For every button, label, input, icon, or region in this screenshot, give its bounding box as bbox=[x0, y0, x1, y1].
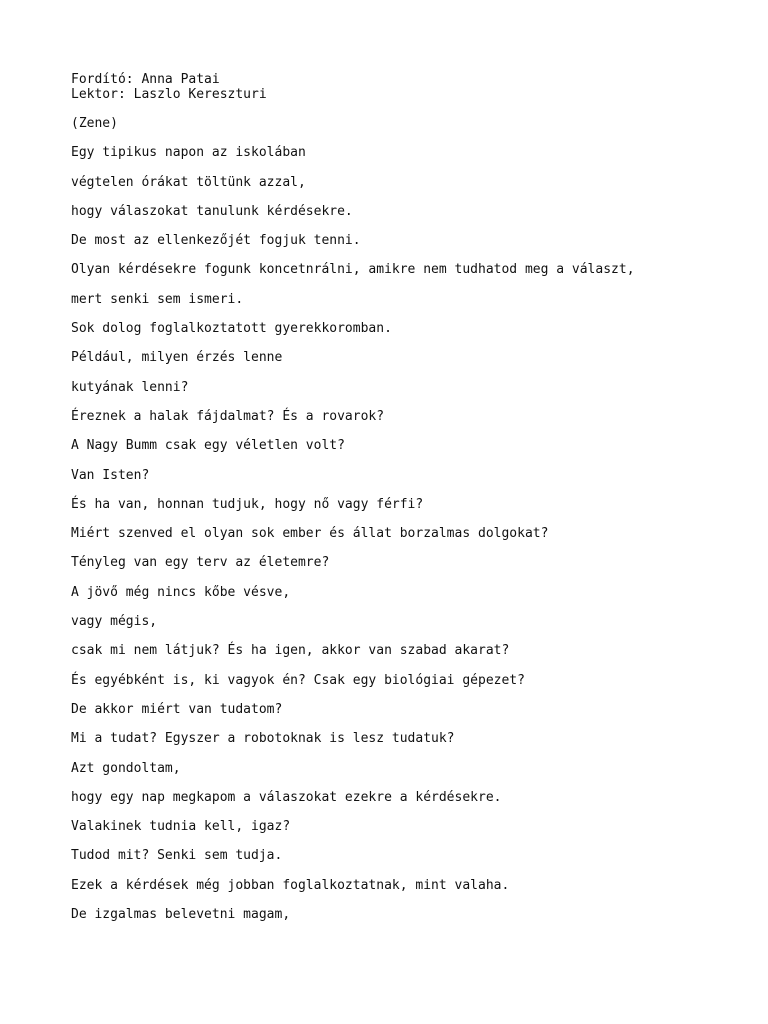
transcript-line: kutyának lenni? bbox=[71, 379, 189, 395]
transcript-line: hogy egy nap megkapom a válaszokat ezekre a kérdésekre. bbox=[71, 789, 502, 805]
transcript-line: Miért szenved el olyan sok ember és állat borzalmas dolgokat? bbox=[71, 526, 549, 542]
transcript-line: Egy tipikus napon az iskolában bbox=[71, 145, 306, 161]
transcript-line: A jövő még nincs kőbe vésve, bbox=[71, 584, 291, 600]
transcript-line: Éreznek a halak fájdalmat? És a rovarok? bbox=[71, 408, 385, 424]
transcript-line: Tudod mit? Senki sem tudja. bbox=[71, 848, 283, 864]
transcript-line: Mi a tudat? Egyszer a robotoknak is lesz tudatuk? bbox=[71, 731, 455, 747]
credits-block bbox=[71, 72, 751, 102]
transcript-line: Olyan kérdésekre fogunk koncetnrálni, amikre nem tudhatod meg a választ, bbox=[71, 262, 635, 278]
transcript-line: végtelen órákat töltünk azzal, bbox=[71, 174, 306, 190]
transcript-line: Sok dolog foglalkoztatott gyerekkoromban. bbox=[71, 321, 392, 337]
transcript-line: És ha van, honnan tudjuk, hogy nő vagy férfi? bbox=[71, 496, 424, 512]
transcript-line: Van Isten? bbox=[71, 467, 150, 483]
transcript-line: vagy mégis, bbox=[71, 614, 158, 630]
transcript-page bbox=[71, 72, 751, 936]
transcript-line: Például, milyen érzés lenne bbox=[71, 350, 283, 366]
transcript-line: mert senki sem ismeri. bbox=[71, 291, 244, 307]
transcript-line: A Nagy Bumm csak egy véletlen volt? bbox=[71, 438, 345, 454]
transcript-line: hogy válaszokat tanulunk kérdésekre. bbox=[71, 203, 353, 219]
transcript-line: De most az ellenkezőjét fogjuk tenni. bbox=[71, 233, 361, 249]
transcript-line: Ezek a kérdések még jobban foglalkoztatnak, mint valaha. bbox=[71, 877, 510, 893]
transcript-line: Valakinek tudnia kell, igaz? bbox=[71, 819, 291, 835]
reviewer-credit: Lektor: Laszlo Kereszturi bbox=[71, 87, 267, 102]
transcript-lines bbox=[71, 116, 751, 922]
transcript-line: csak mi nem látjuk? És ha igen, akkor van szabad akarat? bbox=[71, 643, 510, 659]
transcript-line: De izgalmas belevetni magam, bbox=[71, 907, 291, 923]
translator-credit: Fordító: Anna Patai bbox=[71, 72, 220, 87]
transcript-line: És egyébként is, ki vagyok én? Csak egy biológiai gépezet? bbox=[71, 672, 525, 688]
transcript-line: Tényleg van egy terv az életemre? bbox=[71, 555, 330, 571]
transcript-line: Azt gondoltam, bbox=[71, 760, 181, 776]
transcript-line: De akkor miért van tudatom? bbox=[71, 701, 283, 717]
transcript-line: (Zene) bbox=[71, 116, 118, 131]
